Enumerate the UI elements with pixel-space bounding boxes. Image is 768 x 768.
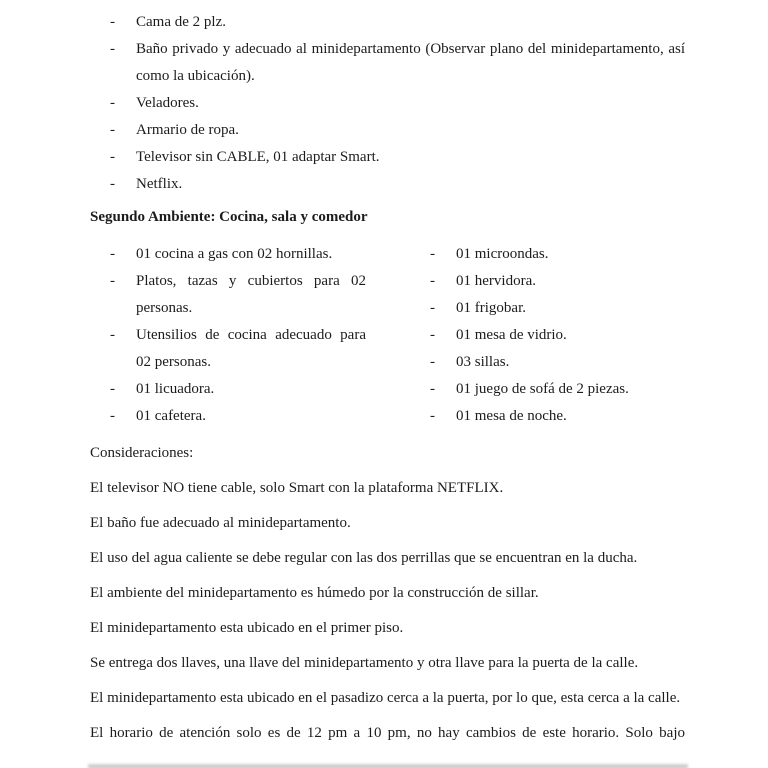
section-heading: Segundo Ambiente: Cocina, sala y comedor <box>90 209 368 225</box>
dash-bullet: - <box>430 300 435 316</box>
consideration-paragraph: El ambiente del minidepartamento es húmedo por la construcción de sillar. <box>90 585 539 601</box>
dash-bullet: - <box>110 149 115 165</box>
bullet-item-text: 01 frigobar. <box>456 300 526 316</box>
amenities-list <box>90 9 685 198</box>
bullet-item-text: 01 licuadora. <box>136 381 215 397</box>
consideration-paragraph: Se entrega dos llaves, una llave del minidepartamento y otra llave para la puerta de la calle. <box>90 655 639 671</box>
consideration-paragraph: El horario de atención solo es de 12 pm a 10 pm, no hay cambios de este horario. Solo bajo <box>90 725 685 741</box>
bullet-item <box>90 268 367 322</box>
bullet-item <box>90 117 685 144</box>
bullet-item <box>410 403 685 430</box>
bullet-item <box>90 90 685 117</box>
bullet-item-text: 01 hervidora. <box>456 273 536 289</box>
kitchen-list-right <box>410 241 685 430</box>
bullet-item <box>90 403 367 430</box>
bullet-item-text: Veladores. <box>136 95 199 111</box>
considerations-paragraphs <box>90 475 685 747</box>
bullet-item <box>90 376 367 403</box>
dash-bullet: - <box>110 408 115 424</box>
bullet-item <box>410 295 685 322</box>
bullet-item-text: 01 mesa de noche. <box>456 408 567 424</box>
bullet-item <box>410 268 685 295</box>
bullet-item-text: Platos, tazas y cubiertos para 02 personas. <box>136 273 366 316</box>
dash-bullet: - <box>110 122 115 138</box>
bullet-item-text: Armario de ropa. <box>136 122 239 138</box>
bullet-item <box>90 241 367 268</box>
kitchen-two-column-list <box>90 241 685 430</box>
dash-bullet: - <box>430 354 435 370</box>
bullet-item-text: 01 microondas. <box>456 246 549 262</box>
dash-bullet: - <box>110 273 115 289</box>
bullet-item <box>90 36 685 90</box>
dash-bullet: - <box>110 246 115 262</box>
dash-bullet: - <box>430 246 435 262</box>
bullet-item-text: 03 sillas. <box>456 354 510 370</box>
considerations-section <box>90 440 685 747</box>
kitchen-list-left <box>90 241 367 430</box>
dash-bullet: - <box>110 41 115 57</box>
bullet-item-text: Baño privado y adecuado al minidepartamento (Observar plano del minidepartamento, así como la ubicación). <box>136 41 685 84</box>
consideration-paragraph: El minidepartamento esta ubicado en el primer piso. <box>90 620 404 636</box>
dash-bullet: - <box>110 381 115 397</box>
bullet-item <box>90 144 685 171</box>
dash-bullet: - <box>430 408 435 424</box>
bullet-item-text: Netflix. <box>136 176 183 192</box>
bullet-item <box>410 349 685 376</box>
dash-bullet: - <box>430 381 435 397</box>
dash-bullet: - <box>110 95 115 111</box>
bullet-item-text: Televisor sin CABLE, 01 adaptar Smart. <box>136 149 380 165</box>
bullet-item <box>90 9 685 36</box>
bullet-item-text: 01 mesa de vidrio. <box>456 327 567 343</box>
consideration-paragraph: El minidepartamento esta ubicado en el pasadizo cerca a la puerta, por lo que, esta cerca a la calle. <box>90 690 681 706</box>
consideration-paragraph: El baño fue adecuado al minidepartamento. <box>90 515 351 531</box>
bullet-item-text: 01 cafetera. <box>136 408 206 424</box>
bullet-item <box>410 241 685 268</box>
consideration-paragraph: El televisor NO tiene cable, solo Smart con la plataforma NETFLIX. <box>90 480 504 496</box>
bullet-item-text: 01 cocina a gas con 02 hornillas. <box>136 246 333 262</box>
dash-bullet: - <box>110 14 115 30</box>
bullet-item <box>410 376 685 403</box>
considerations-label: Consideraciones: <box>90 445 194 461</box>
consideration-paragraph: El uso del agua caliente se debe regular con las dos perrillas que se encuentran en la ducha. <box>90 550 638 566</box>
bullet-item <box>410 322 685 349</box>
dash-bullet: - <box>430 327 435 343</box>
bullet-item-text: 01 juego de sofá de 2 piezas. <box>456 381 629 397</box>
dash-bullet: - <box>110 327 115 343</box>
bullet-item <box>90 171 685 198</box>
dash-bullet: - <box>430 273 435 289</box>
bullet-item-text: Cama de 2 plz. <box>136 14 226 30</box>
dash-bullet: - <box>110 176 115 192</box>
bullet-item-text: Utensilios de cocina adecuado para 02 personas. <box>136 327 366 370</box>
bullet-item <box>90 322 367 376</box>
cutoff-next-text-line <box>88 764 688 768</box>
